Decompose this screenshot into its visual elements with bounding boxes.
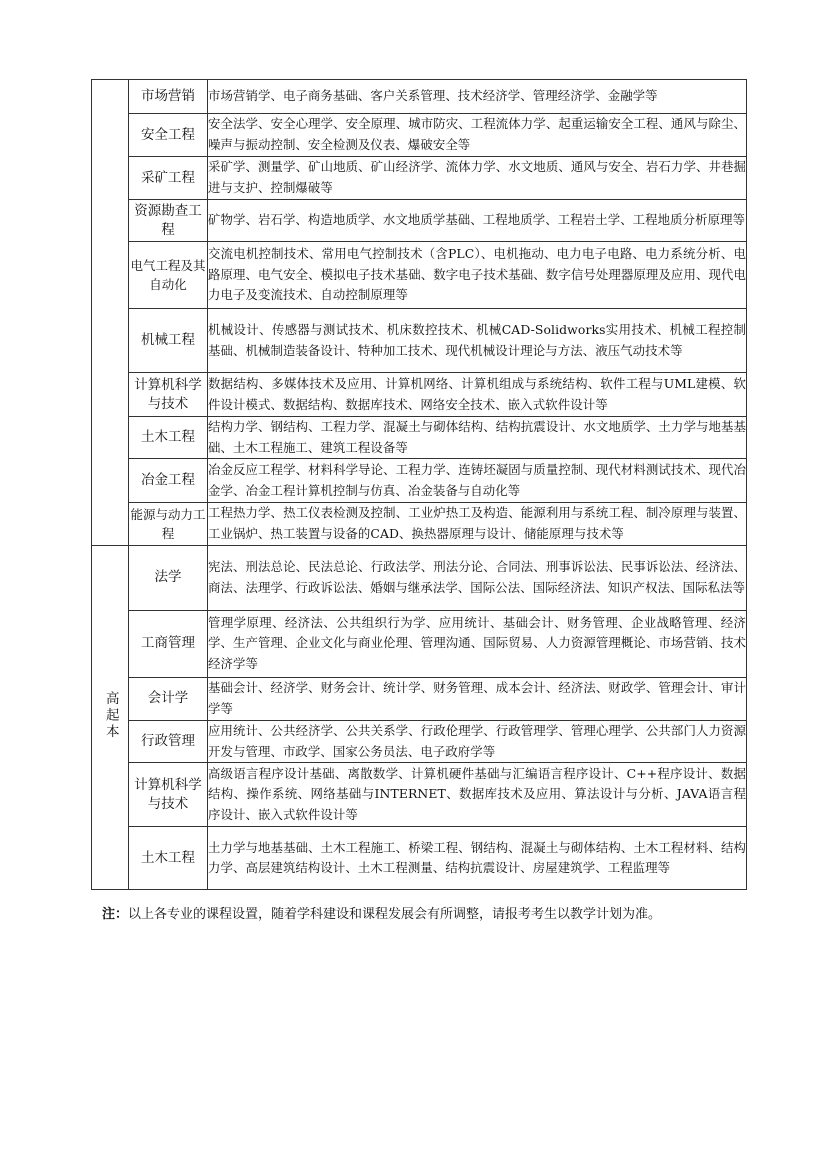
table-row [92,80,747,114]
table-row [92,545,747,610]
courses-cell: 管理学原理、经济法、公共组织行为学、应用统计、基础会计、财务管理、企业战略管理、经济学、生产管理、企业文化与商业伦理、管理沟通、国际贸易、人力资源管理概论、市场营销、技术经济学等 [208,610,747,677]
table-row [92,157,747,200]
course-table-body [92,80,747,890]
major-cell: 会计学 [129,677,208,720]
table-row [92,242,747,309]
footnote [102,906,762,924]
table-row [92,200,747,242]
table-row [92,459,747,503]
major-cell: 能源与动力工程 [129,503,208,545]
courses-cell: 冶金反应工程学、材料科学导论、工程力学、连铸坯凝固与质量控制、现代材料测试技术、现代冶金学、冶金工程计算机控制与仿真、冶金装备与自动化等 [208,459,747,503]
courses-cell: 基础会计、经济学、财务会计、统计学、财务管理、成本会计、经济法、财政学、管理会计、审计学等 [208,677,747,720]
major-cell: 市场营销 [129,80,208,114]
table-row [92,720,747,762]
courses-cell: 交流电机控制技术、常用电气控制技术（含PLC）、电机拖动、电力电子电路、电力系统分析、电路原理、电气安全、模拟电子技术基础、数字电子技术基础、数字信号处理器原理及应用、现代电力电子及变流技术、自动控制原理等 [208,242,747,309]
courses-cell: 工程热力学、热工仪表检测及控制、工业炉热工及构造、能源利用与系统工程、制冷原理与装置、工业锅炉、热工装置与设备的CAD、换热器原理与设计、储能原理与技术等 [208,503,747,545]
table-row [92,763,747,827]
major-cell: 资源勘查工程 [129,200,208,242]
courses-cell: 数据结构、多媒体技术及应用、计算机网络、计算机组成与系统结构、软件工程与UML建模、软件设计模式、数据结构、数据库技术、网络安全技术、嵌入式软件设计等 [208,373,747,417]
major-cell: 计算机科学与技术 [129,373,208,417]
table-row [92,827,747,890]
major-cell: 安全工程 [129,114,208,157]
major-cell: 行政管理 [129,720,208,762]
major-cell: 法学 [129,545,208,610]
courses-cell: 宪法、刑法总论、民法总论、行政法学、刑法分论、合同法、刑事诉讼法、民事诉讼法、经济法、商法、法理学、行政诉讼法、婚姻与继承法学、国际公法、国际经济法、知识产权法、国际私法等 [208,545,747,610]
courses-cell: 市场营销学、电子商务基础、客户关系管理、技术经济学、管理经济学、金融学等 [208,80,747,114]
table-row [92,417,747,459]
table-row [92,677,747,720]
courses-cell: 土力学与地基基础、土木工程施工、桥梁工程、钢结构、混凝土与砌体结构、土木工程材料、结构力学、高层建筑结构设计、土木工程测量、结构抗震设计、房屋建筑学、工程监理等 [208,827,747,890]
major-cell: 工商管理 [129,610,208,677]
courses-cell: 机械设计、传感器与测试技术、机床数控技术、机械CAD-Solidworks实用技术、机械工程控制基础、机械制造装备设计、特种加工技术、现代机械设计理论与方法、液压气动技术等 [208,309,747,373]
level-label: 高起本 [102,690,119,741]
major-cell: 机械工程 [129,309,208,373]
level-cell [92,80,129,546]
major-cell: 土木工程 [129,827,208,890]
major-cell: 电气工程及其自动化 [129,242,208,309]
major-cell: 冶金工程 [129,459,208,503]
footnote-label: 注： [102,907,129,922]
major-cell: 计算机科学与技术 [129,763,208,827]
courses-cell: 矿物学、岩石学、构造地质学、水文地质学基础、工程地质学、工程岩土学、工程地质分析原理等 [208,200,747,242]
major-cell: 采矿工程 [129,157,208,200]
courses-cell: 应用统计、公共经济学、公共关系学、行政伦理学、行政管理学、管理心理学、公共部门人力资源开发与管理、市政学、国家公务员法、电子政府学等 [208,720,747,762]
table-row [92,503,747,545]
table-row [92,373,747,417]
table-row [92,114,747,157]
courses-cell: 安全法学、安全心理学、安全原理、城市防灾、工程流体力学、起重运输安全工程、通风与除尘、噪声与振动控制、安全检测及仪表、爆破安全等 [208,114,747,157]
footnote-text: 以上各专业的课程设置，随着学科建设和课程发展会有所调整，请报考考生以教学计划为准。 [128,907,662,922]
table-row [92,610,747,677]
courses-cell: 高级语言程序设计基础、离散数学、计算机硬件基础与汇编语言程序设计、C++程序设计、数据结构、操作系统、网络基础与INTERNET、数据库技术及应用、算法设计与分析、JAVA语言程序设计、嵌入式软件设计等 [208,763,747,827]
courses-cell: 采矿学、测量学、矿山地质、矿山经济学、流体力学、水文地质、通风与安全、岩石力学、井巷掘进与支护、控制爆破等 [208,157,747,200]
courses-cell: 结构力学、钢结构、工程力学、混凝土与砌体结构、结构抗震设计、水文地质学、土力学与地基基础、土木工程施工、建筑工程设备等 [208,417,747,459]
major-cell: 土木工程 [129,417,208,459]
course-table [91,79,747,890]
table-row [92,309,747,373]
level-cell [92,545,129,889]
